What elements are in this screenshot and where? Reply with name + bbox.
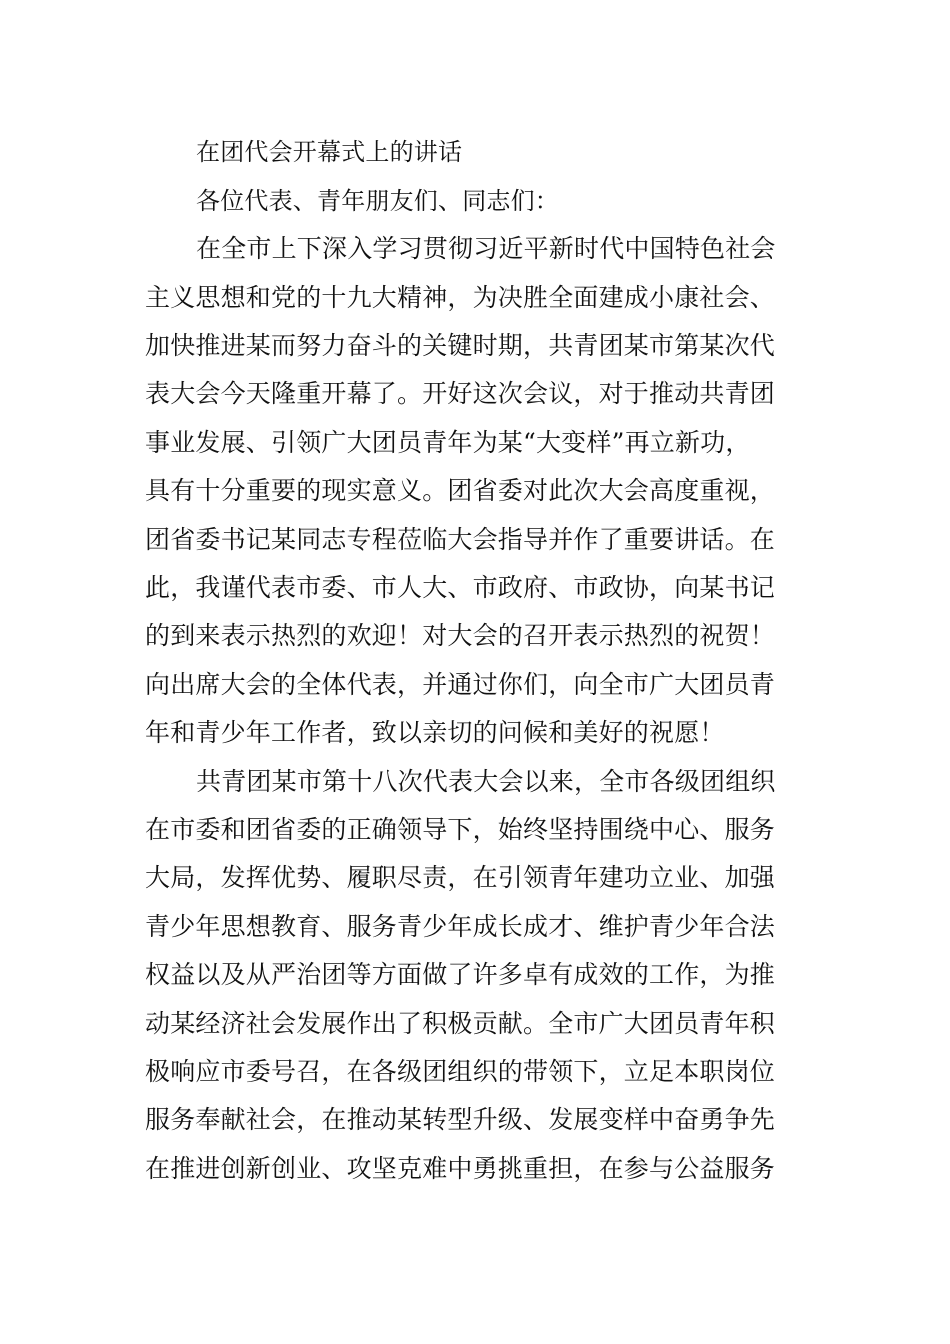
paragraph-1-line-1: 在全市上下深入学习贯彻习近平新时代中国特色社会	[196, 234, 776, 263]
paragraph-1-line-11: 年和青少年工作者，致以亲切的问候和美好的祝愿！	[145, 718, 725, 747]
paragraph-1-line-9: 的到来表示热烈的欢迎！对大会的召开表示热烈的祝贺！	[145, 621, 776, 650]
paragraph-2-line-3: 大局，发挥优势、履职尽责，在引领青年建功立业、加强	[145, 863, 776, 892]
paragraph-1-line-4: 表大会今天隆重开幕了。开好这次会议，对于推动共青团	[145, 379, 776, 408]
paragraph-2-line-9: 在推进创新创业、攻坚克难中勇挑重担，在参与公益服务	[145, 1154, 776, 1183]
paragraph-2-line-8: 服务奉献社会，在推动某转型升级、发展变样中奋勇争先	[145, 1105, 776, 1134]
paragraph-1-line-10: 向出席大会的全体代表，并通过你们，向全市广大团员青	[145, 670, 776, 699]
document-title: 在团代会开幕式上的讲话	[196, 138, 463, 166]
paragraph-1-line-8: 此，我谨代表市委、市人大、市政府、市政协，向某书记	[145, 573, 776, 602]
paragraph-2-line-6: 动某经济社会发展作出了积极贡献。全市广大团员青年积	[145, 1009, 776, 1038]
paragraph-1-line-6: 具有十分重要的现实意义。团省委对此次大会高度重视，	[145, 476, 776, 505]
paragraph-2-line-4: 青少年思想教育、服务青少年成长成才、维护青少年合法	[145, 912, 776, 941]
greeting-line: 各位代表、青年朋友们、同志们：	[196, 187, 559, 215]
paragraph-1-line-7: 团省委书记某同志专程莅临大会指导并作了重要讲话。在	[145, 525, 776, 554]
paragraph-1-line-2: 主义思想和党的十九大精神，为决胜全面建成小康社会、	[145, 283, 776, 312]
paragraph-2-line-2: 在市委和团省委的正确领导下，始终坚持围绕中心、服务	[145, 815, 776, 844]
paragraph-2-line-5: 权益以及从严治团等方面做了许多卓有成效的工作，为推	[145, 960, 776, 989]
paragraph-1-line-3: 加快推进某而努力奋斗的关键时期，共青团某市第某次代	[145, 331, 776, 360]
paragraph-1-line-5: 事业发展、引领广大团员青年为某“大变样”再立新功，	[145, 428, 751, 457]
paragraph-2-line-7: 极响应市委号召，在各级团组织的带领下，立足本职岗位	[145, 1057, 776, 1086]
paragraph-2-line-1: 共青团某市第十八次代表大会以来，全市各级团组织	[196, 767, 776, 796]
